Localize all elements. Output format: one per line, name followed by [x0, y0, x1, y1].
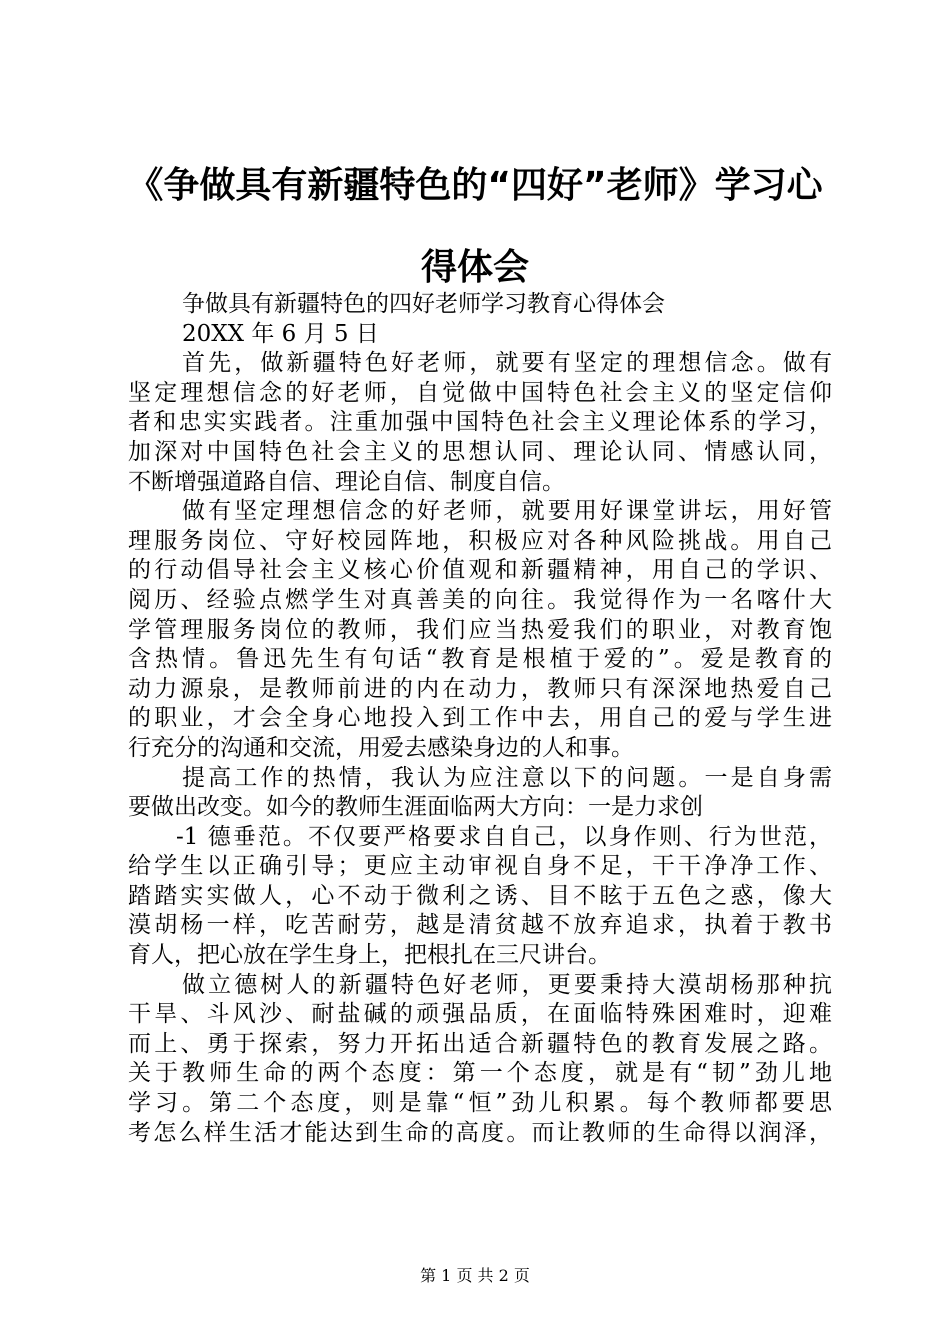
- paragraph-line: 做有坚定理想信念的好老师，就要用好课堂讲坛，用好管: [182, 498, 832, 525]
- paragraph-line: 而上、勇于探索，努力开拓出适合新疆特色的教育发展之路。: [128, 1030, 832, 1057]
- paragraph-line: 给学生以正确引导；更应主动审视自身不足，干干净净工作、: [128, 853, 832, 880]
- document-body: [128, 290, 832, 1148]
- paragraph-line: 首先，做新疆特色好老师，就要有坚定的理想信念。做有: [182, 350, 832, 377]
- paragraph-line: 学习。第二个态度，则是靠“恒”劲儿积累。每个教师都要思: [128, 1090, 832, 1117]
- paragraph-line: 行充分的沟通和交流，用爱去感染身边的人和事。: [128, 734, 634, 761]
- paragraph-line: 加深对中国特色社会主义的思想认同、理论认同、情感认同，: [128, 438, 832, 465]
- paragraph-line: 学管理服务岗位的教师，我们应当热爱我们的职业，对教育饱: [128, 616, 832, 643]
- paragraph-line: 含热情。鲁迅先生有句话“教育是根植于爱的”。爱是教育的: [128, 646, 832, 673]
- paragraph-line: 动力源泉，是教师前进的内在动力，教师只有深深地热爱自己: [128, 675, 832, 702]
- page-footer: 第 1 页 共 2 页: [420, 1266, 530, 1285]
- subtitle-line: 争做具有新疆特色的四好老师学习教育心得体会: [182, 291, 665, 317]
- paragraph-line: 踏踏实实做人，心不动于微利之诱、目不眩于五色之惑，像大: [128, 882, 832, 909]
- paragraph-line: -1 德垂范。不仅要严格要求自自己，以身作则、行为世范，: [176, 823, 832, 850]
- paragraph-line: 不断增强道路自信、理论自信、制度自信。: [128, 468, 565, 495]
- paragraph-line: 坚定理想信念的好老师，自觉做中国特色社会主义的坚定信仰: [128, 379, 832, 406]
- paragraph-line: 做立德树人的新疆特色好老师，更要秉持大漠胡杨那种抗: [182, 971, 832, 998]
- document-title-line-2: 得体会: [420, 247, 529, 288]
- paragraph-line: 干旱、斗风沙、耐盐碱的顽强品质，在面临特殊困难时，迎难: [128, 1001, 832, 1028]
- paragraph-line: 者和忠实实践者。注重加强中国特色社会主义理论体系的学习，: [128, 409, 832, 436]
- paragraph-line: 阅历、经验点燃学生对真善美的向往。我觉得作为一名喀什大: [128, 586, 832, 613]
- paragraph-line: 的行动倡导社会主义核心价值观和新疆精神，用自己的学识、: [128, 557, 832, 584]
- paragraph-line: 要做出改变。如今的教师生涯面临两大方向：一是力求创: [128, 794, 703, 821]
- paragraph-line: 的职业，才会全身心地投入到工作中去，用自己的爱与学生进: [128, 705, 832, 732]
- paragraph-line: 提高工作的热情，我认为应注意以下的问题。一是自身需: [182, 764, 832, 791]
- paragraph-line: 关于教师生命的两个态度：第一个态度，就是有“韧”劲儿地: [128, 1060, 832, 1087]
- paragraph-line: 育人，把心放在学生身上，把根扎在三尺讲台。: [128, 942, 611, 969]
- paragraph-line: 考怎么样生活才能达到生命的高度。而让教师的生命得以润泽，: [128, 1119, 832, 1146]
- paragraph-line: 漠胡杨一样，吃苦耐劳，越是清贫越不放弃追求，执着于教书: [128, 912, 832, 939]
- date-line: 20XX 年 6 月 5 日: [182, 320, 379, 347]
- paragraph-line: 理服务岗位、守好校园阵地，积极应对各种风险挑战。用自己: [128, 527, 832, 554]
- document-title-line-1: 《争做具有新疆特色的“四好”老师》学习心: [127, 165, 823, 206]
